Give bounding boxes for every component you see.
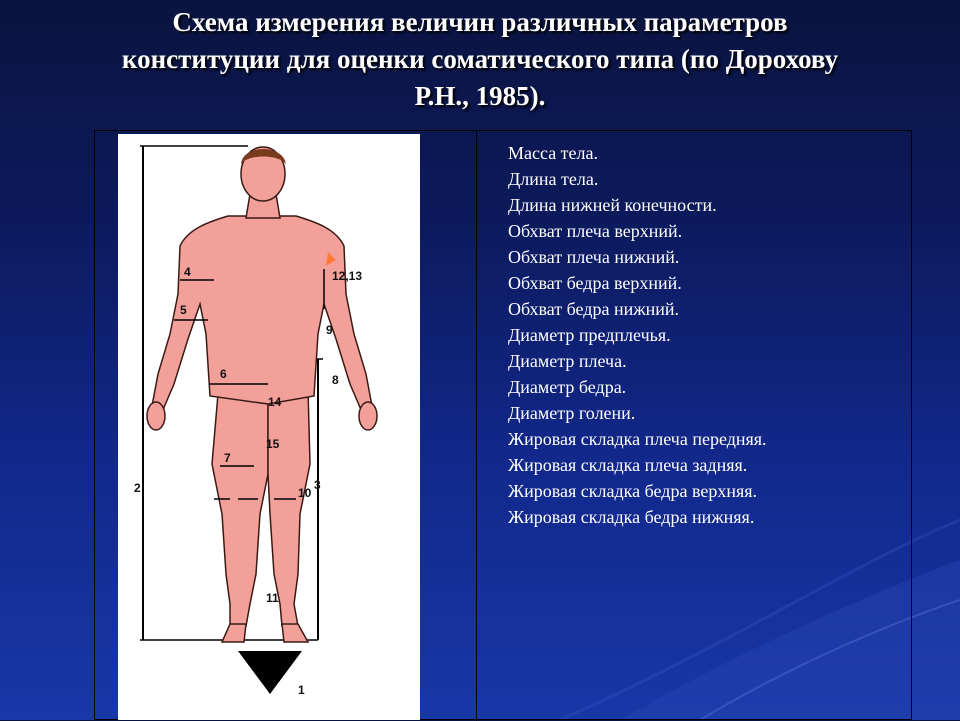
label-2: 2 [134, 481, 141, 495]
label-7: 7 [224, 451, 231, 465]
slide-title [20, 4, 940, 115]
content-table [94, 130, 912, 720]
list-item: Обхват плеча нижний. [508, 247, 680, 267]
label-12-13: 12,13 [332, 269, 363, 283]
label-1: 1 [298, 683, 305, 697]
label-4: 4 [184, 265, 191, 279]
label-3: 3 [314, 478, 321, 492]
list-item: Длина тела. [508, 169, 599, 189]
title-line-3: Р.Н., 1985). [414, 81, 546, 111]
list-item: Масса тела. [508, 143, 599, 163]
body-measurement-figure [118, 134, 420, 720]
label-15: 15 [266, 437, 280, 451]
title-line-2: конституции для оценки соматического типа (по Дорохову [121, 44, 839, 74]
title-line-1: Схема измерения величин различных параметров [172, 7, 788, 37]
parameter-list [508, 140, 767, 530]
list-item: Обхват бедра нижний. [508, 299, 680, 319]
label-9: 9 [326, 323, 333, 337]
label-5: 5 [180, 303, 187, 317]
list-item: Обхват плеча верхний. [508, 221, 683, 241]
list-item: Диаметр плеча. [508, 351, 627, 371]
list-item: Жировая складка плеча передняя. [508, 429, 767, 449]
table-divider [476, 131, 477, 721]
list-item: Диаметр бедра. [508, 377, 627, 397]
label-11: 11 [266, 591, 279, 605]
list-item: Диаметр голени. [508, 403, 636, 423]
label-14: 14 [268, 395, 282, 409]
label-6: 6 [220, 367, 227, 381]
label-10: 10 [298, 486, 312, 500]
list-item: Жировая складка бедра нижняя. [508, 507, 755, 527]
list-item: Обхват бедра верхний. [508, 273, 682, 293]
list-item: Длина нижней конечности. [508, 195, 717, 215]
list-item: Жировая складка плеча задняя. [508, 455, 748, 475]
human-figure-diagram [118, 134, 420, 720]
label-8: 8 [332, 373, 339, 387]
list-item: Жировая складка бедра верхняя. [508, 481, 758, 501]
list-item: Диаметр предплечья. [508, 325, 671, 345]
